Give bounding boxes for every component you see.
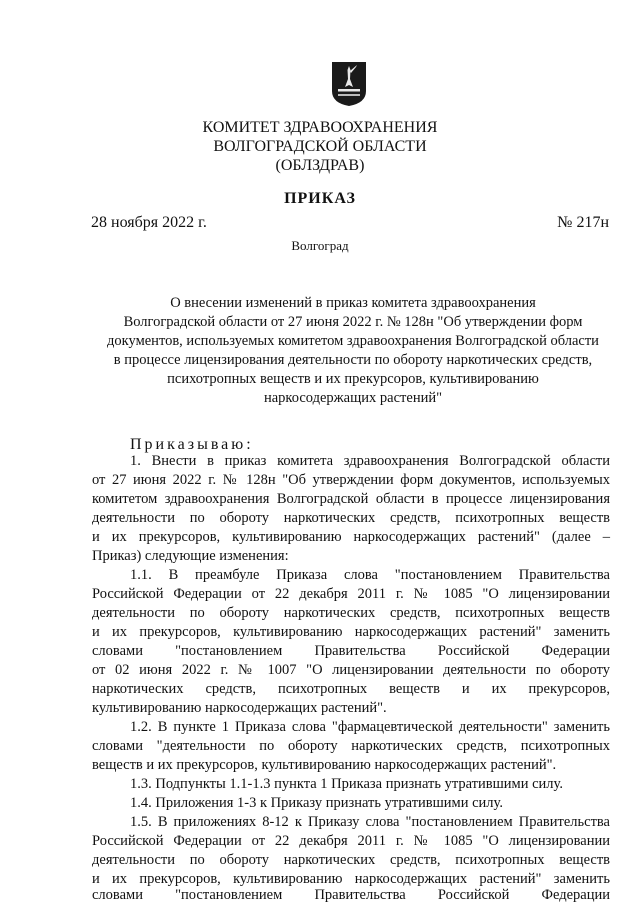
body-line: комитетом здравоохранения Волгоградской области в процессе лицензирования [92, 491, 610, 507]
org-name-line-1: КОМИТЕТ ЗДРАВООХРАНЕНИЯ [202, 119, 438, 136]
body-line: деятельности по обороту наркотических средств, психотропных веществ [92, 852, 610, 868]
body-line: словами "постановлением Правительства Российской Федерации [92, 887, 610, 903]
body-line: и их прекурсоров, культивированию наркосодержащих растений" (далее – [92, 529, 610, 545]
body-line: и их прекурсоров, культивированию наркосодержащих растений" заменить [92, 624, 610, 640]
org-name-line-2: ВОЛГОГРАДСКОЙ ОБЛАСТИ [213, 138, 427, 155]
body-line: Российской Федерации от 22 декабря 2011 г. № 1085 "О лицензировании [92, 833, 610, 849]
body-line: культивированию наркосодержащих растений". [92, 700, 387, 716]
subject-line: О внесении изменений в приказ комитета здравоохранения [170, 295, 536, 311]
body-line: 1.1. В преамбуле Приказа слова "постановлением Правительства [130, 567, 610, 583]
body-line: 1.3. Подпункты 1.1-1.3 пункта 1 Приказа признать утратившими силу. [130, 776, 563, 792]
order-directive-word: Приказываю: [130, 436, 254, 453]
order-date: 28 ноября 2022 г. [91, 214, 207, 231]
body-line: словами "постановлением Правительства Российской Федерации [92, 643, 610, 659]
order-number: № 217н [557, 214, 609, 231]
body-line: словами "деятельности по обороту наркотических средств, психотропных [92, 738, 610, 754]
subject-line: Волгоградской области от 27 июня 2022 г. № 128н "Об утверждении форм [123, 314, 583, 330]
body-line: Российской Федерации от 22 декабря 2011 г. № 1085 "О лицензировании [92, 586, 610, 602]
org-abbreviation: (ОБЛЗДРАВ) [275, 157, 365, 174]
subject-line: психотропных веществ и их прекурсоров, культивированию [167, 371, 539, 387]
subject-line: документов, используемых комитетом здравоохранения Волгоградской области [107, 333, 599, 349]
body-line: 1.4. Приложения 1-3 к Приказу признать утратившими силу. [130, 795, 503, 811]
body-line: деятельности по обороту наркотических средств, психотропных веществ [92, 605, 610, 621]
city-name: Волгоград [291, 238, 349, 253]
body-line: Приказ) следующие изменения: [92, 548, 289, 564]
subject-line: наркосодержащих растений" [263, 390, 443, 406]
order-subject [96, 294, 610, 408]
body-line: деятельности по обороту наркотических средств, психотропных веществ [92, 510, 610, 526]
body-line: от 27 июня 2022 г. № 128н "Об утверждении форм документов, используемых [92, 472, 610, 488]
body-line: наркотических средств, психотропных веществ и их прекурсоров, [92, 681, 610, 697]
body-line: 1. Внести в приказ комитета здравоохранения Волгоградской области [130, 453, 610, 469]
body-line: от 02 июня 2022 г. № 1007 "О лицензировании деятельности по обороту [92, 662, 610, 678]
coat-of-arms-icon [331, 61, 367, 107]
subject-line: в процессе лицензирования деятельности по обороту наркотических средств, [113, 352, 593, 368]
body-line: веществ и их прекурсоров, культивированию наркосодержащих растений". [92, 757, 557, 773]
body-line: 1.2. В пункте 1 Приказа слова "фармацевтической деятельности" заменить [130, 719, 610, 735]
body-line: и их прекурсоров, культивированию наркосодержащих растений" заменить [92, 871, 610, 887]
body-line: 1.5. В приложениях 8-12 к Приказу слова "постановлением Правительства [130, 814, 610, 830]
document-type-title: ПРИКАЗ [284, 190, 356, 207]
